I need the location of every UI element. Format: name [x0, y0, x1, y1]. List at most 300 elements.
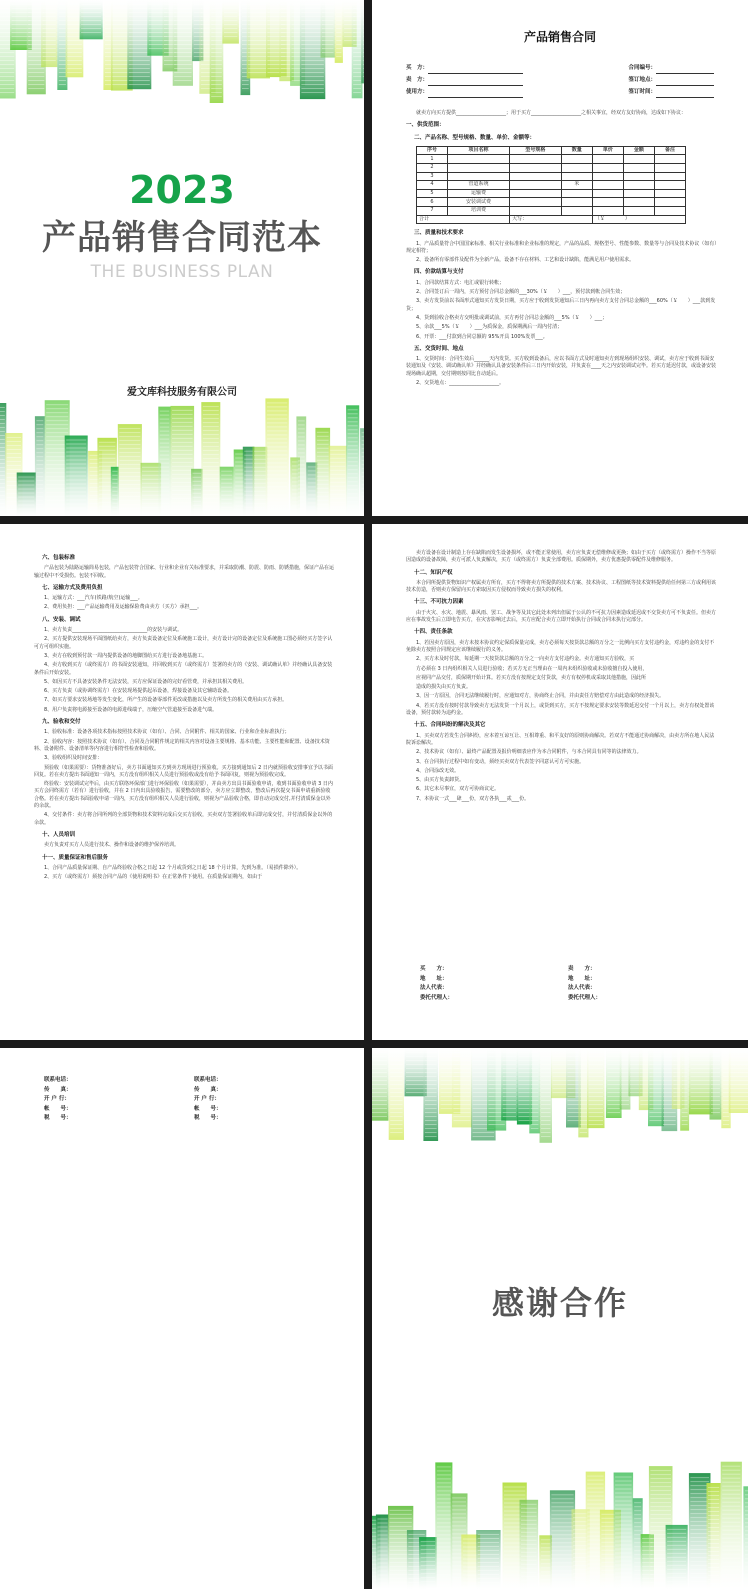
table-total-cell: （￥ ）	[592, 215, 685, 224]
table-cell[interactable]	[654, 207, 685, 216]
skyline-window-stripe	[580, 1088, 587, 1089]
table-cell[interactable]	[592, 155, 623, 164]
intro-text: 就卖方向买方提供____________________；用于买方____________________之相关事宜，经双方友好协商，达成如下协议：	[416, 110, 687, 116]
skyline-window-stripe	[301, 4, 323, 5]
table-cell[interactable]	[623, 172, 654, 181]
skyline-window-stripe	[541, 1068, 551, 1069]
skyline-window-stripe	[211, 44, 222, 45]
skyline-window-stripe	[425, 1060, 437, 1061]
skyline-window-stripe	[377, 1547, 387, 1548]
skyline-window-stripe	[363, 40, 364, 41]
skyline-window-stripe	[541, 1072, 551, 1073]
table-cell[interactable]	[448, 164, 510, 173]
skyline-window-stripe	[421, 1553, 436, 1554]
skyline-window-stripe	[301, 12, 323, 13]
skyline-window-stripe	[193, 473, 202, 474]
skyline-window-stripe	[363, 12, 364, 13]
table-cell[interactable]	[623, 198, 654, 207]
skyline-window-stripe	[0, 451, 5, 452]
skyline-building	[743, 1486, 748, 1589]
skyline-window-stripe	[59, 48, 66, 49]
skyline-window-stripe	[203, 434, 219, 435]
table-cell[interactable]	[561, 189, 592, 198]
skyline-window-stripe	[453, 1060, 470, 1061]
skyline-window-stripe	[634, 1550, 641, 1551]
skyline-window-stripe	[81, 28, 101, 29]
skyline-window-stripe	[105, 48, 112, 49]
skyline-window-stripe	[267, 426, 287, 427]
skyline-window-stripe	[317, 488, 329, 489]
skyline-window-stripe	[722, 1518, 740, 1519]
skyline-window-stripe	[390, 1100, 402, 1101]
skyline-window-stripe	[59, 36, 66, 37]
skyline-window-stripe	[503, 1056, 516, 1057]
skyline-window-stripe	[722, 1526, 740, 1527]
skyline-window-stripe	[348, 445, 358, 446]
skyline-window-stripe	[453, 1052, 470, 1053]
skyline-window-stripe	[81, 4, 101, 5]
skyline-window-stripe	[112, 479, 117, 480]
skyline-window-stripe	[521, 1560, 537, 1561]
list-item: 2、交货地点：____________________。	[416, 379, 505, 386]
skyline-window-stripe	[244, 499, 253, 500]
skyline-window-stripe	[568, 1060, 580, 1061]
skyline-window-stripe	[667, 1565, 686, 1566]
skyline-window-stripe	[723, 1092, 729, 1093]
table-header-cell: 序号	[417, 146, 448, 155]
table-cell[interactable]	[561, 164, 592, 173]
skyline-window-stripe	[348, 425, 358, 426]
skyline-window-stripe	[254, 463, 266, 464]
skyline-window-stripe	[406, 1076, 425, 1077]
section-1-heading: 一、供货范围：	[406, 122, 445, 129]
skyline-window-stripe	[298, 436, 305, 437]
skyline-window-stripe	[308, 466, 316, 467]
table-cell[interactable]: 安装调试费	[448, 198, 510, 207]
table-cell[interactable]	[623, 164, 654, 173]
skyline-window-stripe	[711, 1072, 720, 1073]
skyline-window-stripe	[244, 495, 253, 496]
table-cell[interactable]	[592, 189, 623, 198]
skyline-window-stripe	[59, 28, 66, 29]
skyline-window-stripe	[421, 1541, 436, 1542]
skyline-window-stripe	[301, 80, 323, 81]
skyline-window-stripe	[67, 12, 82, 13]
skyline-window-stripe	[330, 498, 345, 499]
signature-field-label: 联系电话：	[194, 1077, 222, 1083]
skyline-window-stripe	[362, 508, 364, 509]
skyline-window-stripe	[193, 489, 202, 490]
table-cell[interactable]	[561, 172, 592, 181]
skyline-window-stripe	[372, 1080, 387, 1081]
skyline-window-stripe	[36, 436, 43, 437]
skyline-window-stripe	[690, 1525, 709, 1526]
skyline-window-stripe	[105, 80, 112, 81]
skyline-window-stripe	[503, 1108, 516, 1109]
skyline-window-stripe	[722, 1522, 740, 1523]
table-cell[interactable]	[510, 172, 562, 181]
skyline-building	[335, 0, 343, 63]
skyline-building	[614, 1473, 634, 1589]
skyline-window-stripe	[67, 40, 82, 41]
skyline-window-stripe	[521, 1540, 537, 1541]
skyline-window-stripe	[317, 460, 329, 461]
skyline-window-stripe	[203, 474, 219, 475]
table-cell[interactable]	[623, 207, 654, 216]
skyline-window-stripe	[317, 508, 329, 509]
skyline-window-stripe	[650, 1478, 671, 1479]
skyline-window-stripe	[129, 40, 150, 41]
cover-title: 产品销售合同范本	[42, 218, 322, 258]
skyline-window-stripe	[708, 1507, 719, 1508]
skyline-window-stripe	[425, 1136, 437, 1137]
skyline-window-stripe	[317, 504, 329, 505]
table-cell[interactable]: 运输费	[448, 189, 510, 198]
skyline-window-stripe	[203, 410, 219, 411]
table-cell[interactable]: 米	[561, 181, 592, 190]
seller-label: 卖 方：	[406, 77, 429, 83]
skyline-window-stripe	[112, 475, 117, 476]
skyline-window-stripe	[43, 4, 56, 5]
skyline-window-stripe	[377, 1523, 387, 1524]
skyline-window-stripe	[708, 1495, 719, 1496]
skyline-window-stripe	[317, 492, 329, 493]
skyline-window-stripe	[348, 477, 358, 478]
skyline-window-stripe	[531, 1080, 539, 1081]
skyline-window-stripe	[353, 52, 361, 53]
skyline-window-stripe	[568, 1116, 580, 1117]
skyline-window-stripe	[301, 32, 323, 33]
skyline-window-stripe	[708, 1563, 719, 1564]
skyline-window-stripe	[129, 80, 150, 81]
skyline-window-stripe	[722, 1502, 740, 1503]
skyline-window-stripe	[722, 1566, 740, 1567]
skyline-window-stripe	[589, 1064, 604, 1065]
skyline-window-stripe	[453, 1068, 470, 1069]
list-item: 1、合同款结算方式：电汇或银行转帐；	[416, 279, 505, 286]
section-5-heading: 五、交货时间、地点	[414, 345, 464, 352]
skyline-window-stripe	[7, 449, 21, 450]
skyline-window-stripe	[174, 16, 191, 17]
skyline-window-stripe	[244, 463, 253, 464]
contract-page-3	[372, 524, 748, 1040]
skyline-window-stripe	[690, 1569, 709, 1570]
skyline-window-stripe	[105, 40, 112, 41]
signature-field-label: 地 址：	[568, 975, 596, 982]
skyline-window-stripe	[59, 12, 66, 13]
table-cell[interactable]	[510, 155, 562, 164]
skyline-window-stripe	[330, 466, 345, 467]
table-cell[interactable]	[623, 155, 654, 164]
skyline-window-stripe	[0, 431, 5, 432]
city-skyline-bottom-image	[0, 398, 364, 516]
table-cell[interactable]: 管道系统	[448, 181, 510, 190]
skyline-window-stripe	[36, 424, 43, 425]
skyline-window-stripe	[690, 1561, 709, 1562]
seller-field[interactable]	[428, 78, 523, 86]
table-cell[interactable]	[623, 189, 654, 198]
skyline-window-stripe	[682, 1072, 688, 1073]
skyline-window-stripe	[353, 40, 361, 41]
skyline-building	[80, 0, 103, 39]
skyline-window-stripe	[711, 1076, 720, 1077]
skyline-window-stripe	[36, 496, 43, 497]
table-total-row	[417, 215, 686, 224]
skyline-window-stripe	[308, 486, 316, 487]
skyline-window-stripe	[615, 1501, 632, 1502]
skyline-window-stripe	[634, 1530, 641, 1531]
skyline-window-stripe	[119, 476, 140, 477]
skyline-window-stripe	[112, 499, 117, 500]
skyline-window-stripe	[43, 48, 56, 49]
skyline-window-stripe	[711, 1108, 720, 1109]
cover-year: 2023	[129, 168, 235, 212]
skyline-window-stripe	[503, 1088, 516, 1089]
skyline-window-stripe	[298, 472, 305, 473]
skyline-window-stripe	[336, 28, 341, 29]
skyline-window-stripe	[254, 503, 266, 504]
skyline-window-stripe	[59, 76, 66, 77]
skyline-window-stripe	[518, 1096, 530, 1097]
skyline-window-stripe	[406, 1072, 425, 1073]
skyline-window-stripe	[723, 1116, 729, 1117]
skyline-window-stripe	[437, 1494, 451, 1495]
skyline-window-stripe	[682, 1104, 688, 1105]
list-item: 1、验收标准：设备各项技术指标按照技术协议（如有）、合同、合同附件、相关的国家、行业和企业标准执行；	[44, 729, 290, 736]
skyline-window-stripe	[452, 1521, 466, 1522]
skyline-window-stripe	[390, 1084, 402, 1085]
skyline-window-stripe	[298, 480, 305, 481]
skyline-window-stripe	[589, 1072, 604, 1073]
skyline-window-stripe	[708, 1575, 719, 1576]
skyline-window-stripe	[531, 1076, 539, 1077]
skyline-window-stripe	[172, 462, 193, 463]
skyline-window-stripe	[503, 1064, 516, 1065]
table-cell[interactable]	[623, 181, 654, 190]
skyline-window-stripe	[211, 32, 222, 33]
table-cell[interactable]	[654, 198, 685, 207]
skyline-window-stripe	[452, 1505, 466, 1506]
skyline-window-stripe	[541, 1567, 551, 1568]
skyline-window-stripe	[580, 1100, 587, 1101]
skyline-window-stripe	[650, 1084, 663, 1085]
skyline-window-stripe	[172, 454, 193, 455]
skyline-window-stripe	[372, 1112, 387, 1113]
skyline-window-stripe	[691, 1068, 712, 1069]
skyline-window-stripe	[248, 64, 268, 65]
skyline-window-stripe	[67, 4, 82, 5]
skyline-window-stripe	[453, 1120, 470, 1121]
table-cell[interactable]	[654, 155, 685, 164]
table-cell[interactable]	[654, 164, 685, 173]
skyline-window-stripe	[362, 460, 364, 461]
table-cell[interactable]	[448, 172, 510, 181]
skyline-window-stripe	[690, 1481, 709, 1482]
skyline-window-stripe	[425, 1092, 437, 1093]
skyline-window-stripe	[453, 1108, 470, 1109]
skyline-window-stripe	[478, 1542, 499, 1543]
skyline-window-stripe	[43, 60, 56, 61]
skyline-window-stripe	[36, 440, 43, 441]
skyline-window-stripe	[421, 1569, 436, 1570]
skyline-window-stripe	[615, 1557, 632, 1558]
skyline-window-stripe	[587, 1508, 603, 1509]
sign-place-field[interactable]	[656, 78, 714, 86]
skyline-window-stripe	[437, 1502, 451, 1503]
skyline-window-stripe	[112, 503, 117, 504]
skyline-window-stripe	[723, 1112, 729, 1113]
skyline-window-stripe	[580, 1056, 587, 1057]
skyline-window-stripe	[690, 1505, 709, 1506]
skyline-window-stripe	[248, 48, 268, 49]
user-field[interactable]	[428, 90, 523, 98]
skyline-window-stripe	[589, 1080, 604, 1081]
skyline-window-stripe	[43, 12, 56, 13]
buyer-signature-block	[420, 965, 453, 1003]
skyline-window-stripe	[0, 52, 14, 53]
table-cell[interactable]	[561, 207, 592, 216]
skyline-window-stripe	[690, 1545, 709, 1546]
skyline-window-stripe	[634, 1526, 641, 1527]
skyline-window-stripe	[541, 1112, 551, 1113]
skyline-window-stripe	[580, 1104, 587, 1105]
skyline-window-stripe	[691, 1084, 712, 1085]
section-4-list	[406, 280, 718, 341]
skyline-window-stripe	[551, 1550, 573, 1551]
skyline-window-stripe	[437, 1574, 451, 1575]
thanks-page	[372, 1048, 748, 1589]
skyline-window-stripe	[301, 64, 323, 65]
table-cell: 3	[417, 172, 448, 181]
table-cell[interactable]	[654, 189, 685, 198]
skyline-window-stripe	[551, 1526, 573, 1527]
skyline-window-stripe	[589, 1076, 604, 1077]
skyline-window-stripe	[453, 1072, 470, 1073]
skyline-window-stripe	[478, 1566, 499, 1567]
skyline-window-stripe	[119, 456, 140, 457]
skyline-window-stripe	[105, 44, 112, 45]
buyer-field[interactable]	[428, 66, 523, 74]
skyline-window-stripe	[129, 44, 150, 45]
skyline-window-stripe	[348, 497, 358, 498]
cover-company: 爱文库科技服务有限公司	[127, 387, 237, 398]
skyline-window-stripe	[298, 420, 305, 421]
skyline-window-stripe	[66, 452, 86, 453]
table-cell[interactable]	[592, 172, 623, 181]
skyline-window-stripe	[452, 1529, 466, 1530]
skyline-window-stripe	[615, 1497, 632, 1498]
table-cell[interactable]	[561, 198, 592, 207]
skyline-window-stripe	[708, 1491, 719, 1492]
skyline-window-stripe	[425, 1068, 437, 1069]
skyline-window-stripe	[248, 56, 268, 57]
skyline-window-stripe	[254, 467, 266, 468]
skyline-window-stripe	[503, 1080, 516, 1081]
skyline-window-stripe	[390, 1060, 402, 1061]
skyline-window-stripe	[478, 1558, 499, 1559]
skyline-window-stripe	[330, 474, 345, 475]
skyline-window-stripe	[0, 56, 14, 57]
skyline-window-stripe	[518, 1104, 530, 1105]
skyline-window-stripe	[267, 442, 287, 443]
section-15-heading: 十五、合同纠纷的解决及其它	[414, 722, 486, 729]
skyline-window-stripe	[7, 441, 21, 442]
skyline-window-stripe	[589, 1100, 604, 1101]
table-cell[interactable]	[510, 198, 562, 207]
skyline-window-stripe	[0, 439, 5, 440]
skyline-window-stripe	[650, 1502, 671, 1503]
table-cell[interactable]	[654, 181, 685, 190]
skyline-window-stripe	[531, 1056, 539, 1057]
skyline-window-stripe	[723, 1056, 729, 1057]
skyline-window-stripe	[36, 488, 43, 489]
skyline-window-stripe	[59, 52, 66, 53]
section-8-list	[34, 627, 334, 714]
table-cell[interactable]	[510, 181, 562, 190]
skyline-window-stripe	[317, 476, 329, 477]
skyline-window-stripe	[730, 1060, 748, 1061]
list-item: 4、合同涂改无效。	[416, 767, 460, 774]
skyline-window-stripe	[615, 1569, 632, 1570]
list-item: 8、用户负责将电源接至设备的电源进线端子，压缩空气管道接至设备进气端。	[44, 706, 218, 713]
skyline-window-stripe	[129, 12, 150, 13]
skyline-window-stripe	[518, 1108, 530, 1109]
sign-time-field[interactable]	[656, 90, 714, 98]
skyline-window-stripe	[142, 483, 160, 484]
skyline-window-stripe	[59, 84, 66, 85]
skyline-window-stripe	[129, 72, 150, 73]
table-cell[interactable]	[592, 181, 623, 190]
skyline-window-stripe	[330, 506, 345, 507]
skyline-window-stripe	[390, 1064, 402, 1065]
skyline-window-stripe	[390, 1104, 402, 1105]
table-cell[interactable]: 培训费	[448, 207, 510, 216]
table-cell[interactable]	[510, 189, 562, 198]
skyline-window-stripe	[36, 428, 43, 429]
skyline-window-stripe	[690, 1497, 709, 1498]
skyline-window-stripe	[362, 504, 364, 505]
table-cell[interactable]	[592, 164, 623, 173]
table-cell[interactable]	[592, 207, 623, 216]
skyline-window-stripe	[129, 16, 150, 17]
table-cell[interactable]	[510, 207, 562, 216]
skyline-window-stripe	[322, 16, 334, 17]
skyline-window-stripe	[615, 1573, 632, 1574]
skyline-building	[253, 447, 268, 516]
skyline-window-stripe	[425, 1084, 437, 1085]
skyline-window-stripe	[105, 64, 112, 65]
skyline-window-stripe	[348, 485, 358, 486]
skyline-window-stripe	[489, 1124, 505, 1125]
skyline-window-stripe	[43, 20, 56, 21]
table-cell[interactable]	[592, 198, 623, 207]
table-cell[interactable]	[510, 164, 562, 173]
table-cell[interactable]	[654, 172, 685, 181]
skyline-window-stripe	[453, 1084, 470, 1085]
skyline-window-stripe	[67, 72, 82, 73]
skyline-window-stripe	[298, 448, 305, 449]
skyline-window-stripe	[363, 68, 364, 69]
skyline-window-stripe	[518, 1080, 530, 1081]
skyline-window-stripe	[174, 36, 191, 37]
skyline-window-stripe	[452, 1525, 466, 1526]
contract-no-field[interactable]	[656, 66, 714, 74]
table-cell[interactable]	[448, 155, 510, 164]
skyline-window-stripe	[372, 1052, 387, 1053]
table-cell[interactable]	[561, 155, 592, 164]
skyline-window-stripe	[621, 1092, 629, 1093]
skyline-window-stripe	[267, 450, 287, 451]
